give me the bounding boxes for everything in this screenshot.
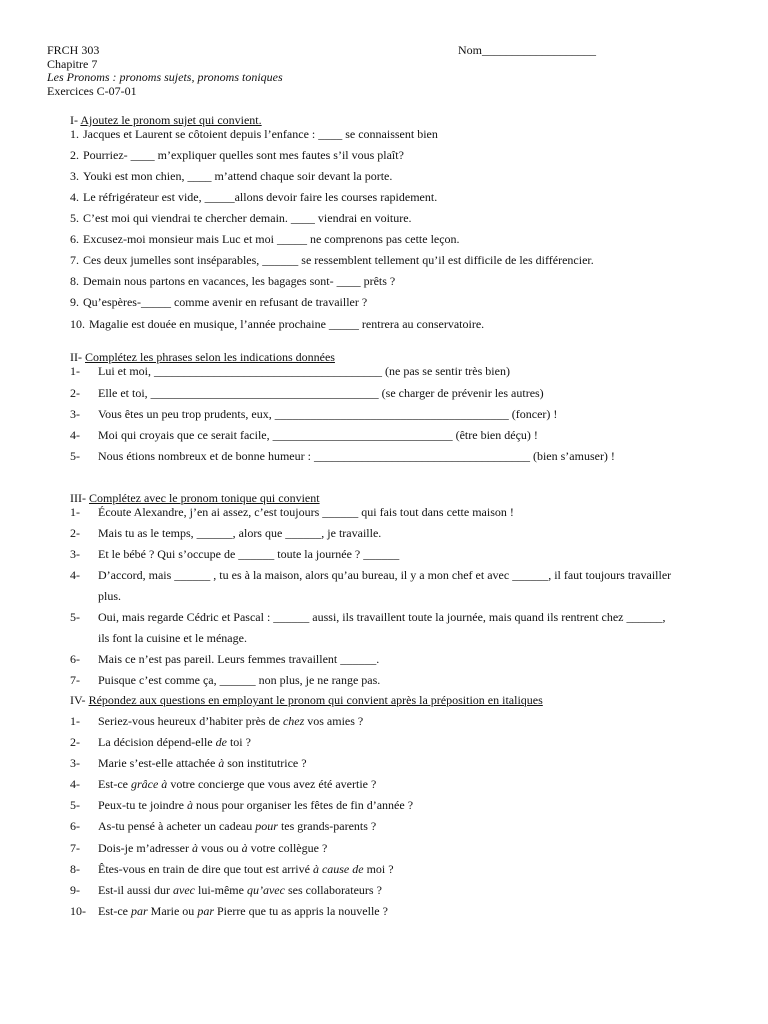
course-code: FRCH 303	[47, 43, 100, 57]
list-item: 2. Pourriez- ____ m’expliquer quelles sont mes fautes s’il vous plaît?	[70, 148, 404, 162]
section-2-prefix: II-	[70, 350, 85, 364]
list-item: 2- Elle et toi, ______________________________________ (se charger de prévenir les autres)	[70, 386, 544, 400]
topic-title: Les Pronoms : pronoms sujets, pronoms toniques	[47, 70, 283, 84]
section-4-prefix: IV-	[70, 693, 89, 707]
list-item: 8- Êtes-vous en train de dire que tout est arrivé à cause de moi ?	[70, 862, 394, 876]
list-item: 5. C’est moi qui viendrai te chercher demain. ____ viendrai en voiture.	[70, 211, 412, 225]
section-1-prefix: I-	[70, 113, 81, 127]
list-item-continuation: ils font la cuisine et le ménage.	[98, 631, 247, 645]
list-item: 5- Oui, mais regarde Cédric et Pascal : ______ aussi, ils travaillent toute la journée, mais quand ils rentrent chez ______,	[70, 610, 666, 624]
section-1-heading: Ajoutez le pronom sujet qui convient.	[80, 113, 262, 127]
list-item: 4. Le réfrigérateur est vide, _____allons devoir faire les courses rapidement.	[70, 190, 438, 204]
section-4-heading: Répondez aux questions en employant le pronom qui convient après la préposition en italiques	[88, 693, 543, 707]
section-1-title	[70, 114, 262, 126]
list-item: 5- Peux-tu te joindre à nous pour organiser les fêtes de fin d’année ?	[70, 798, 414, 812]
list-item: 8. Demain nous partons en vacances, les bagages sont- ____ prêts ?	[70, 274, 396, 288]
list-item: 9. Qu’espères-_____ comme avenir en refusant de travailler ?	[70, 295, 368, 309]
exercise-code: Exercices C-07-01	[47, 83, 137, 98]
list-item-continuation: plus.	[98, 589, 122, 603]
list-item: 7- Puisque c’est comme ça, ______ non plus, je ne range pas.	[70, 673, 381, 687]
section-3-heading: Complétez avec le pronom tonique qui convient	[88, 491, 320, 505]
list-item: 5- Nous étions nombreux et de bonne humeur : ____________________________________ (bien s’amuser) !	[70, 449, 615, 463]
section-3-prefix: III-	[70, 491, 89, 505]
list-item: 9- Est-il aussi dur avec lui-même qu’avec ses collaborateurs ?	[70, 883, 382, 897]
list-item: 10. Magalie est douée en musique, l’année prochaine _____ rentrera au conservatoire.	[70, 317, 485, 331]
list-item: 10- Est-ce par Marie ou par Pierre que tu as appris la nouvelle ?	[70, 904, 388, 918]
section-4-title	[70, 694, 543, 706]
section-2-heading: Complétez les phrases selon les indications données	[85, 350, 335, 364]
list-item: 6- As-tu pensé à acheter un cadeau pour tes grands-parents ?	[70, 819, 377, 833]
list-item: 1- Seriez-vous heureux d’habiter près de chez vos amies ?	[70, 714, 364, 728]
list-item: 4- Est-ce grâce à votre concierge que vous avez été avertie ?	[70, 777, 377, 791]
document-header	[47, 44, 283, 98]
list-item: 3. Youki est mon chien, ____ m’attend chaque soir devant la porte.	[70, 169, 393, 183]
list-item: 3- Vous êtes un peu trop prudents, eux, _______________________________________ (foncer) !	[70, 407, 558, 421]
list-item: 2- La décision dépend-elle de toi ?	[70, 735, 251, 749]
list-item: 2- Mais tu as le temps, ______, alors que ______, je travaille.	[70, 526, 382, 540]
list-item: 6- Mais ce n’est pas pareil. Leurs femmes travaillent ______.	[70, 652, 380, 666]
name-field: Nom___________________	[458, 43, 596, 57]
list-item: 1- Lui et moi, ______________________________________ (ne pas se sentir très bien)	[70, 364, 510, 378]
section-3-title	[70, 492, 320, 504]
list-item: 4- Moi qui croyais que ce serait facile, ______________________________ (être bien déçu) !	[70, 428, 538, 442]
list-item: 7. Ces deux jumelles sont inséparables, ______ se ressemblent tellement qu’il est difficile de les différencier.	[70, 253, 594, 267]
list-item: 1- Écoute Alexandre, j’en ai assez, c’est toujours ______ qui fais tout dans cette maison !	[70, 505, 514, 519]
section-2-title	[70, 351, 335, 363]
list-item: 6. Excusez-moi monsieur mais Luc et moi _____ ne comprenons pas cette leçon.	[70, 232, 460, 246]
list-item: 3- Et le bébé ? Qui s’occupe de ______ toute la journée ? ______	[70, 547, 400, 561]
list-item: 3- Marie s’est-elle attachée à son institutrice ?	[70, 756, 307, 770]
list-item: 1. Jacques et Laurent se côtoient depuis l’enfance : ____ se connaissent bien	[70, 127, 438, 141]
list-item: 4- D’accord, mais ______ , tu es à la maison, alors qu’au bureau, il y a mon chef et avec ______, il faut toujours travailler	[70, 568, 672, 582]
chapter-label: Chapitre 7	[47, 56, 98, 71]
list-item: 7- Dois-je m’adresser à vous ou à votre collègue ?	[70, 841, 328, 855]
